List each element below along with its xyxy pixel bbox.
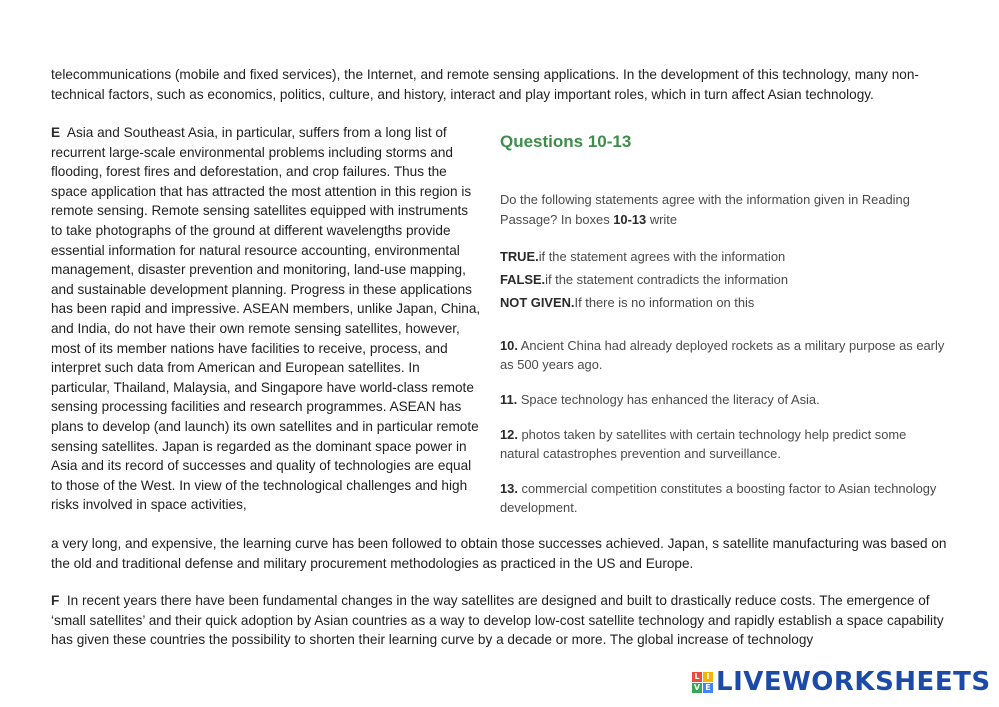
question-text: Space technology has enhanced the literacy of Asia. <box>520 392 820 407</box>
definition-text: if the statement contradicts the information <box>545 272 789 287</box>
paragraph-e-letter: E <box>51 125 61 140</box>
paragraph-e-text: Asia and Southeast Asia, in particular, suffers from a long list of recurrent large-scale environmental problems including storms and flooding, forest fires and deforestation, and crop failures. Thus the space application that has attracted the most attention in this region is remote sensing. Remote sensing satellites equipped with instruments to take photographs of the ground at different wavelengths provide essential information for natural resource accounting, environmental management, disaster prevention and monitoring, land-use mapping, and sustainable development planning. Progress in these applications has been rapid and impressive. ASEAN members, unlike Japan, China, and India, do not have their own remote sensing satellites, however, most of its member nations have facilities to receive, process, and interpret such data from American and European satellites. In particular, Thailand, Malaysia, and Singapore have world-class remote sensing processing facilities and research programmes. ASEAN has plans to develop (and launch) its own satellites and in particular remote sensing satellites. Japan is regarded as the dominant space power in Asia and its record of successes and quality of technologies are equal to those of the West. In view of the technological challenges and high risks involved in space activities, <box>51 125 481 513</box>
liveworksheets-logo[interactable] <box>692 668 991 696</box>
instruction-suffix: write <box>649 211 678 227</box>
logo-letter-l: L <box>692 672 702 682</box>
paragraph-f <box>51 591 966 650</box>
question-12 <box>500 425 945 463</box>
logo-letter-v: V <box>693 683 701 692</box>
definition-false <box>500 268 945 291</box>
logo-letter-i: I <box>703 672 713 682</box>
question-text: Ancient China had already deployed rockets as a military purpose as early as 500 years ago. <box>500 338 945 372</box>
question-number: 12. <box>500 427 518 442</box>
question-13 <box>500 479 945 517</box>
question-text: commercial competition constitutes a boosting factor to Asian technology development. <box>500 481 937 515</box>
questions-panel <box>500 130 945 533</box>
paragraph-f-text: In recent years there have been fundamental changes in the way satellites are designed and built to drastically reduce costs. The emergence of ‘small satellites’ and their quick adoption by Asian countries as a way to develop low-cost satellite technology and rapidly establish a space capability has given these countries the possibility to shorten their learning curve by a decade or more. The global increase of technology <box>51 593 944 648</box>
paragraph-f-letter: F <box>51 593 60 608</box>
instruction-prefix: Do the following statements agree with the information given in Reading Passage? In boxes <box>500 192 910 227</box>
question-number: 13. <box>500 481 518 496</box>
definition-term: TRUE. <box>500 249 539 264</box>
question-list <box>500 336 945 517</box>
liveworksheets-logo-text: LIVEWORKSHEETS <box>716 667 991 697</box>
question-text: photos taken by satellites with certain technology help predict some natural catastrophes prevention and surveillance. <box>500 427 907 461</box>
question-number: 11. <box>500 392 518 407</box>
questions-instruction <box>500 190 945 229</box>
definition-true <box>500 245 945 268</box>
definition-term: FALSE. <box>500 272 546 287</box>
definition-text: if the statement agrees with the information <box>538 249 786 264</box>
question-10 <box>500 336 945 374</box>
definition-text: If there is no information on this <box>574 295 755 310</box>
questions-title: Questions 10-13 <box>500 132 632 151</box>
definition-term: NOT GIVEN. <box>500 295 575 310</box>
logo-letter-e: E <box>703 683 713 693</box>
passage-intro: telecommunications (mobile and fixed services), the Internet, and remote sensing applications. In the development of this technology, many non-technical factors, such as economics, politics, culture, and history, interact and play important roles, which in turn affect Asian technology. <box>51 67 919 102</box>
definition-not-given <box>500 291 945 314</box>
paragraph-e <box>51 123 481 515</box>
liveworksheets-logo-icon <box>692 672 713 693</box>
paragraph-e-continued: a very long, and expensive, the learning curve has been followed to obtain those successes achieved. Japan, s satellite manufacturing was based on the old and traditional defense and military procurement methodologies as practiced in the US and Europe. <box>51 536 947 571</box>
instruction-range: 10-13 <box>613 211 647 227</box>
question-11 <box>500 390 945 409</box>
question-number: 10. <box>500 338 518 353</box>
